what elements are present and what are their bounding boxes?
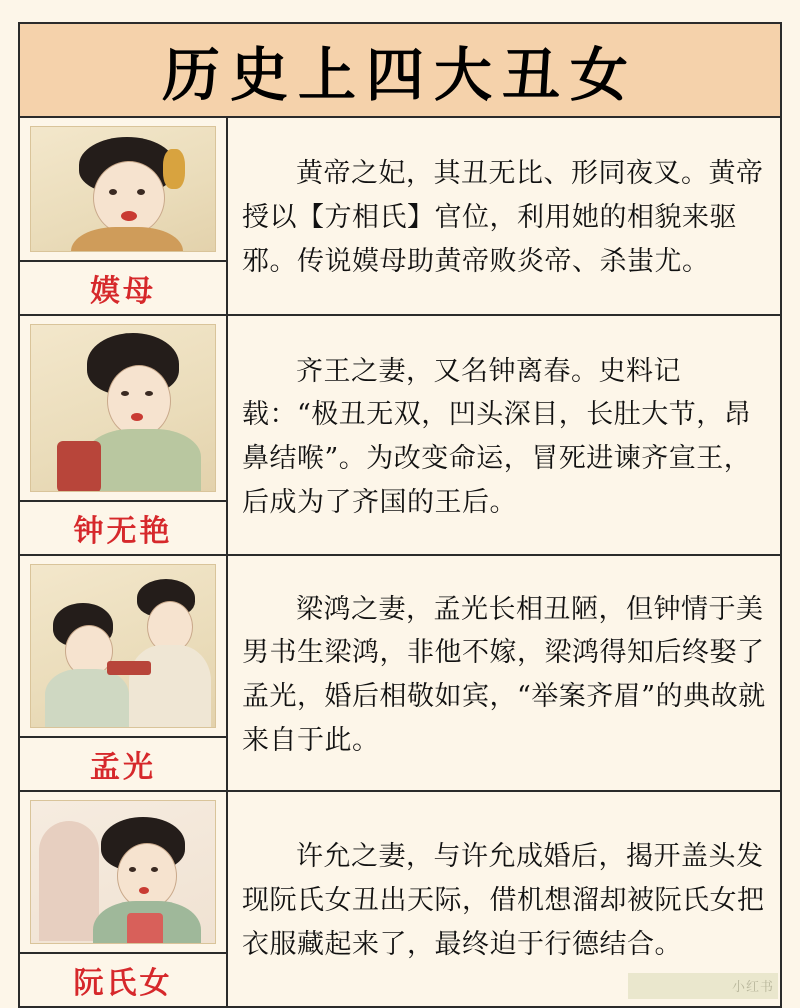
table-row [20, 554, 780, 790]
portrait-wrap [20, 792, 226, 952]
portrait-wrap [20, 316, 226, 500]
person-name: 钟无艳 [73, 514, 173, 549]
eye-left-dot [129, 867, 136, 872]
portrait-image-mumu [30, 126, 216, 252]
person-description: 梁鸿之妻，孟光长相丑陋，但钟情于美男书生梁鸿，非他不嫁，梁鸿得知后终娶了孟光，婚后相敬如宾，“举案齐眉”的典故就来自于此。 [242, 593, 766, 756]
eye-left-dot [109, 189, 117, 195]
portrait-wrap [20, 556, 226, 736]
headdress-ornament [163, 149, 185, 189]
book-shape [57, 441, 101, 492]
person-description: 齐王之妻，又名钟离春。史料记载：“极丑无双，凹头深目，长肚大节，昂鼻结喉”。为改变命运，冒死进谏齐宣王，后成为了齐国的王后。 [242, 355, 752, 518]
portrait-cell [20, 792, 228, 1006]
table-row [20, 314, 780, 554]
robe-shape [85, 429, 201, 492]
eye-left-dot [121, 391, 129, 396]
watermark-text: 小红书 [731, 979, 774, 994]
face-shape [117, 843, 177, 909]
document-title-bar [18, 22, 782, 118]
eye-right-dot [151, 867, 158, 872]
person-name: 孟光 [90, 750, 156, 785]
person-name: 嫫母 [90, 274, 156, 309]
eye-right-dot [137, 189, 145, 195]
portrait-cell [20, 316, 228, 554]
name-cell [20, 260, 226, 314]
robe-shape-right [129, 645, 211, 728]
name-cell [20, 500, 226, 554]
person-description: 黄帝之妃，其丑无比、形同夜叉。黄帝授以【方相氏】官位，利用她的相貌来驱邪。传说嫫母助黄帝败炎帝、杀蚩尤。 [242, 158, 764, 277]
portrait-image-mengguang [30, 564, 216, 728]
four-ugly-women-table [18, 118, 782, 1008]
name-cell [20, 736, 226, 790]
page-title: 历史上四大丑女 [161, 41, 638, 109]
tray-shape [107, 661, 151, 675]
eye-right-dot [145, 391, 153, 396]
curtain-shape [39, 821, 99, 941]
mouth-dot [139, 887, 149, 894]
description-cell [228, 316, 780, 554]
face-shape [93, 161, 165, 235]
name-cell [20, 952, 226, 1006]
mouth-dot [121, 211, 137, 221]
face-shape [107, 365, 171, 437]
person-name: 阮氏女 [73, 966, 173, 1001]
portrait-image-zhongwuyan [30, 324, 216, 492]
portrait-cell [20, 556, 228, 790]
portrait-wrap [20, 118, 226, 260]
sash-shape [127, 913, 163, 944]
description-cell [228, 118, 780, 314]
description-cell [228, 556, 780, 790]
portrait-image-ruanshinv [30, 800, 216, 944]
table-row [20, 118, 780, 314]
person-description: 许允之妻，与许允成婚后，揭开盖头发现阮氏女丑出天际，借机想溜却被阮氏女把衣服藏起来了，最终迫于行德结合。 [242, 841, 765, 960]
mouth-dot [131, 413, 143, 421]
portrait-cell [20, 118, 228, 314]
robe-shape-left [45, 669, 129, 728]
